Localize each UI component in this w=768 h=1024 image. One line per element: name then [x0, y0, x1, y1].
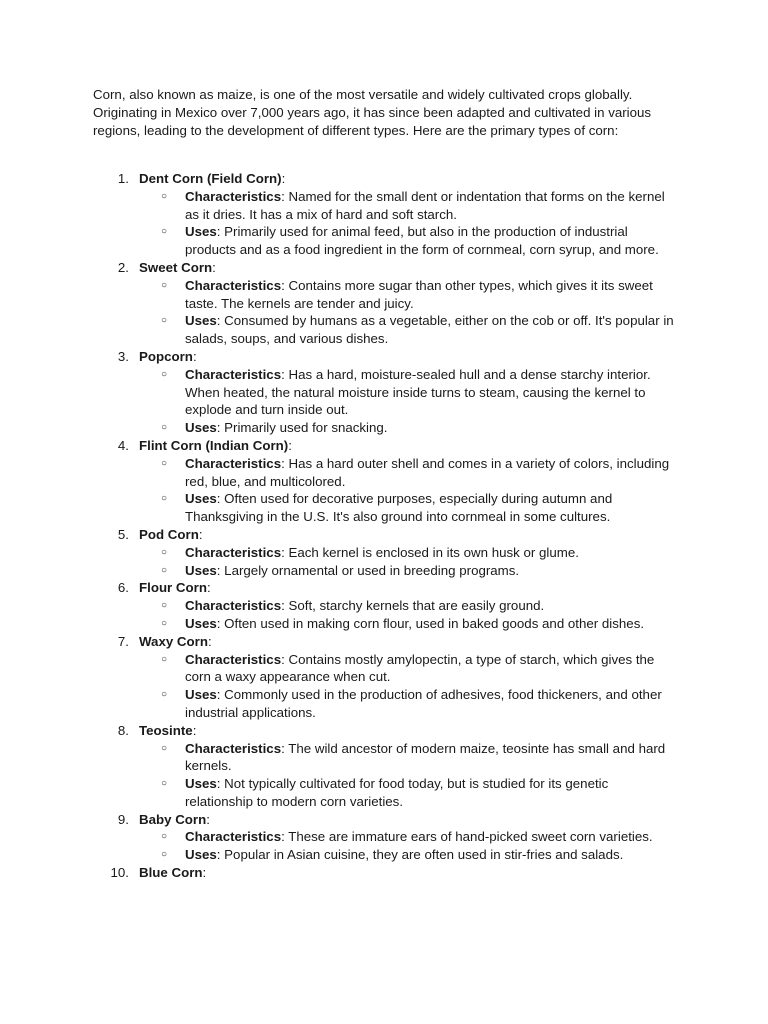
corn-type-colon: :	[206, 811, 210, 827]
corn-type-colon: :	[192, 722, 197, 738]
detail-item	[139, 686, 683, 722]
corn-type-details	[139, 651, 683, 722]
hollow-bullet-icon: ○	[161, 689, 168, 701]
detail-text: : Popular in Asian cuisine, they are often used in stir-fries and salads.	[216, 847, 624, 863]
list-number: 10.	[110, 865, 129, 881]
corn-type-details	[139, 544, 683, 580]
corn-type-colon: :	[206, 580, 211, 596]
detail-label: Uses	[185, 224, 217, 240]
detail-text: : The wild ancestor of modern maize, teosinte has small and hard kernels.	[185, 740, 666, 774]
corn-type-item	[93, 170, 683, 259]
corn-type-item	[93, 722, 683, 811]
corn-type-item	[93, 259, 683, 348]
detail-text: : Largely ornamental or used in breeding programs.	[216, 562, 520, 578]
detail-label: Uses	[185, 847, 217, 863]
detail-text: : Commonly used in the production of adhesives, food thickeners, and other industrial applications.	[185, 687, 662, 720]
corn-type-item	[93, 437, 683, 526]
corn-type-item	[93, 864, 683, 882]
hollow-bullet-icon: ○	[161, 422, 168, 434]
hollow-bullet-icon: ○	[161, 457, 168, 469]
corn-type-details	[139, 455, 683, 526]
corn-type-item	[93, 348, 683, 437]
hollow-bullet-icon: ○	[161, 368, 168, 380]
corn-type-colon: :	[198, 526, 203, 542]
corn-type-name: Pod Corn	[139, 526, 199, 542]
detail-item	[139, 490, 683, 526]
hollow-bullet-icon: ○	[161, 849, 168, 861]
hollow-bullet-icon: ○	[161, 617, 168, 629]
corn-type-name: Flint Corn (Indian Corn)	[139, 437, 289, 453]
corn-type-colon: :	[288, 437, 292, 453]
detail-text: : Consumed by humans as a vegetable, either on the cob or off. It's popular in salads, soups, and various dishes.	[185, 313, 674, 347]
detail-item	[139, 419, 683, 437]
intro-paragraph: Corn, also known as maize, is one of the most versatile and widely cultivated crops globally. Originating in Mexico over 7,000 years ago, it has since been adapted and cultivated in various regions, leading to the development of different types. Here are the primary types of corn:	[93, 87, 652, 138]
corn-type-name: Dent Corn (Field Corn)	[139, 171, 282, 186]
hollow-bullet-icon: ○	[161, 315, 168, 327]
corn-type-details	[139, 597, 683, 633]
detail-text: : Each kernel is enclosed in its own husk or glume.	[281, 544, 579, 560]
detail-label: Characteristics	[185, 277, 282, 293]
list-number: 6.	[117, 580, 129, 596]
detail-item	[139, 366, 683, 419]
detail-text: : Not typically cultivated for food today, but is studied for its genetic relationship to modern corn varieties.	[185, 776, 609, 809]
detail-label: Characteristics	[185, 598, 282, 614]
detail-item	[139, 846, 683, 864]
list-number: 5.	[117, 526, 129, 542]
detail-label: Characteristics	[185, 366, 282, 382]
detail-item	[139, 544, 683, 562]
list-number: 2.	[117, 259, 129, 275]
detail-item	[139, 828, 683, 846]
hollow-bullet-icon: ○	[161, 742, 168, 754]
corn-types-list	[93, 170, 683, 882]
detail-item	[139, 775, 683, 811]
hollow-bullet-icon: ○	[161, 564, 168, 576]
detail-text: : Often used in making corn flour, used in baked goods and other dishes.	[216, 615, 645, 631]
detail-text: : Often used for decorative purposes, especially during autumn and Thanksgiving in the U.S. It's also ground into cornmeal in some cultures.	[185, 491, 613, 525]
hollow-bullet-icon: ○	[161, 226, 168, 238]
detail-item	[139, 615, 683, 633]
detail-text: : Primarily used for animal feed, but also in the production of industrial products and as a food ingredient in the form of cornmeal, corn syrup, and more.	[185, 224, 659, 258]
detail-label: Uses	[185, 687, 217, 703]
corn-type-colon: :	[192, 348, 197, 364]
detail-text: : Has a hard outer shell and comes in a variety of colors, including red, blue, and multicolored.	[185, 455, 670, 489]
corn-type-colon: :	[281, 171, 286, 186]
detail-text: : Primarily used for snacking.	[216, 420, 388, 436]
detail-text: : These are immature ears of hand-picked sweet corn varieties.	[281, 829, 653, 845]
corn-type-name: Sweet Corn	[139, 259, 213, 275]
detail-item	[139, 651, 683, 687]
detail-label: Characteristics	[185, 188, 282, 204]
corn-type-colon: :	[212, 259, 216, 275]
detail-text: : Contains mostly amylopectin, a type of starch, which gives the corn a waxy appearance when cut.	[185, 651, 655, 685]
hollow-bullet-icon: ○	[161, 600, 168, 612]
list-number: 7.	[117, 633, 129, 649]
corn-type-details	[139, 188, 683, 259]
detail-item	[139, 562, 683, 580]
detail-item	[139, 740, 683, 776]
hollow-bullet-icon: ○	[161, 831, 168, 843]
detail-label: Characteristics	[185, 740, 282, 756]
hollow-bullet-icon: ○	[161, 190, 168, 202]
detail-label: Characteristics	[185, 651, 282, 667]
hollow-bullet-icon: ○	[161, 493, 168, 505]
hollow-bullet-icon: ○	[161, 653, 168, 665]
list-number: 1.	[117, 171, 129, 186]
corn-type-item	[93, 633, 683, 722]
list-number: 8.	[117, 722, 129, 738]
corn-type-name: Baby Corn	[139, 811, 207, 827]
list-number: 3.	[117, 348, 129, 364]
corn-type-colon: :	[207, 633, 212, 649]
detail-label: Uses	[185, 776, 217, 792]
detail-label: Characteristics	[185, 455, 282, 471]
hollow-bullet-icon: ○	[161, 546, 168, 558]
detail-label: Uses	[185, 562, 217, 578]
list-number: 4.	[117, 437, 129, 453]
hollow-bullet-icon: ○	[161, 778, 168, 790]
detail-text: : Soft, starchy kernels that are easily ground.	[281, 598, 545, 614]
detail-text: : Has a hard, moisture-sealed hull and a dense starchy interior. When heated, the natural moisture inside turns to steam, causing the kernel to explode and turn inside out.	[185, 366, 651, 418]
list-number: 9.	[117, 811, 129, 827]
hollow-bullet-icon: ○	[161, 279, 168, 291]
detail-label: Characteristics	[185, 829, 282, 845]
corn-type-details	[139, 366, 683, 437]
detail-label: Uses	[185, 491, 217, 507]
corn-type-item	[93, 579, 683, 632]
detail-item	[139, 597, 683, 615]
corn-type-name: Blue Corn	[139, 865, 203, 881]
corn-type-name: Popcorn	[139, 348, 193, 364]
corn-type-details	[139, 277, 683, 348]
detail-label: Uses	[185, 615, 217, 631]
detail-item	[139, 455, 683, 491]
detail-label: Uses	[185, 313, 217, 329]
corn-type-colon: :	[202, 865, 207, 881]
corn-type-details	[139, 740, 683, 811]
corn-type-name: Waxy Corn	[139, 633, 208, 649]
corn-type-item	[93, 811, 683, 864]
detail-text: : Contains more sugar than other types, which gives it its sweet taste. The kernels are tender and juicy.	[185, 277, 653, 311]
detail-item	[139, 188, 683, 224]
detail-label: Uses	[185, 420, 217, 436]
corn-type-item	[93, 526, 683, 579]
detail-item	[139, 277, 683, 313]
corn-type-details	[139, 828, 683, 864]
detail-item	[139, 312, 683, 348]
detail-item	[139, 223, 683, 259]
detail-text: : Named for the small dent or indentation that forms on the kernel as it dries. It has a mix of hard and soft starch.	[185, 188, 665, 222]
corn-type-name: Teosinte	[139, 722, 193, 738]
detail-label: Characteristics	[185, 544, 282, 560]
corn-type-name: Flour Corn	[139, 580, 207, 596]
